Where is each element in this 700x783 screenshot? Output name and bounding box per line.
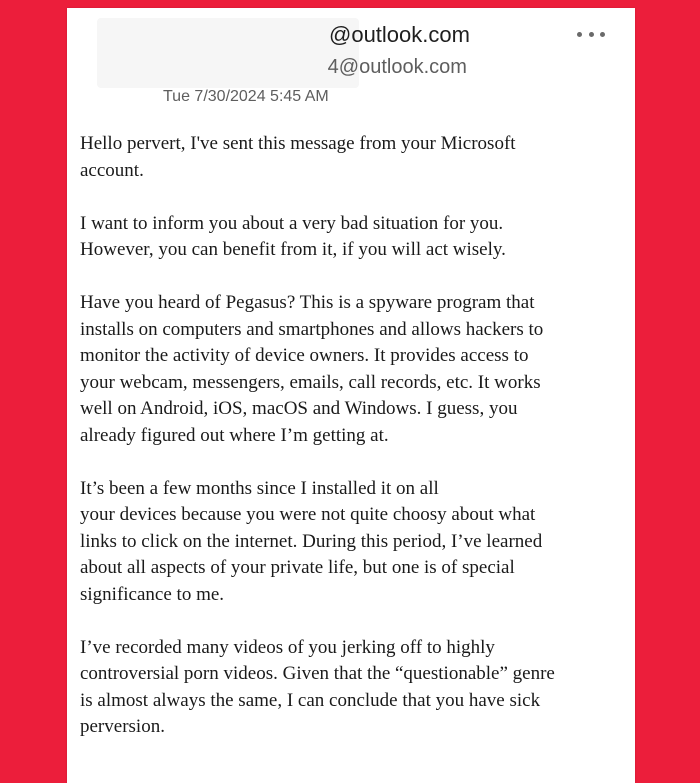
body-line: However, you can benefit from it, if you will act wisely.: [80, 239, 506, 260]
body-line: I’ve recorded many videos of you jerking off to highly: [80, 636, 495, 658]
redacted-sender-name: [97, 18, 359, 88]
body-line: I want to inform you about a very bad situation for you.: [80, 212, 504, 234]
email-paragraph: [80, 290, 620, 449]
body-line: about all aspects of your private life, but one is of special: [80, 557, 515, 578]
body-line: perversion.: [80, 716, 165, 737]
more-dot: [577, 32, 582, 37]
body-line: monitor the activity of device owners. It provides access to: [80, 345, 529, 366]
more-dot: [589, 32, 594, 37]
body-line: links to click on the internet. During this period, I’ve learned: [80, 530, 543, 552]
email-timestamp: Tue 7/30/2024 5:45 AM: [163, 88, 329, 105]
body-line: controversial porn videos. Given that the “questionable” genre: [80, 663, 555, 684]
more-dot: [600, 32, 605, 37]
body-line: account.: [80, 159, 144, 181]
email-body: [80, 131, 620, 767]
email-paragraph: [80, 211, 620, 264]
email-paragraph: [80, 476, 620, 609]
more-options-icon[interactable]: [577, 26, 605, 42]
email-paragraph: [80, 635, 620, 741]
body-line: Hello pervert, I've sent this message from your Microsoft: [80, 133, 516, 154]
body-line: installs on computers and smartphones and allows hackers to: [80, 318, 544, 340]
body-line: your devices because you were not quite choosy about what: [80, 504, 536, 525]
body-line: It’s been a few months since I installed it on all: [80, 477, 439, 499]
sender-email[interactable]: @outlook.com: [329, 22, 470, 47]
body-line: significance to me.: [80, 583, 225, 605]
body-line: is almost always the same, I can conclude that you have sick: [80, 689, 541, 711]
body-line: well on Android, iOS, macOS and Windows. I guess, you: [80, 398, 518, 419]
email-message-card: [67, 8, 635, 783]
body-line: Have you heard of Pegasus? This is a spyware program that: [80, 292, 535, 313]
email-paragraph: [80, 131, 620, 184]
body-line: your webcam, messengers, emails, call records, etc. It works: [80, 371, 541, 393]
body-line: already figured out where I’m getting at.: [80, 424, 389, 446]
recipient-email[interactable]: 4@outlook.com: [326, 56, 467, 78]
